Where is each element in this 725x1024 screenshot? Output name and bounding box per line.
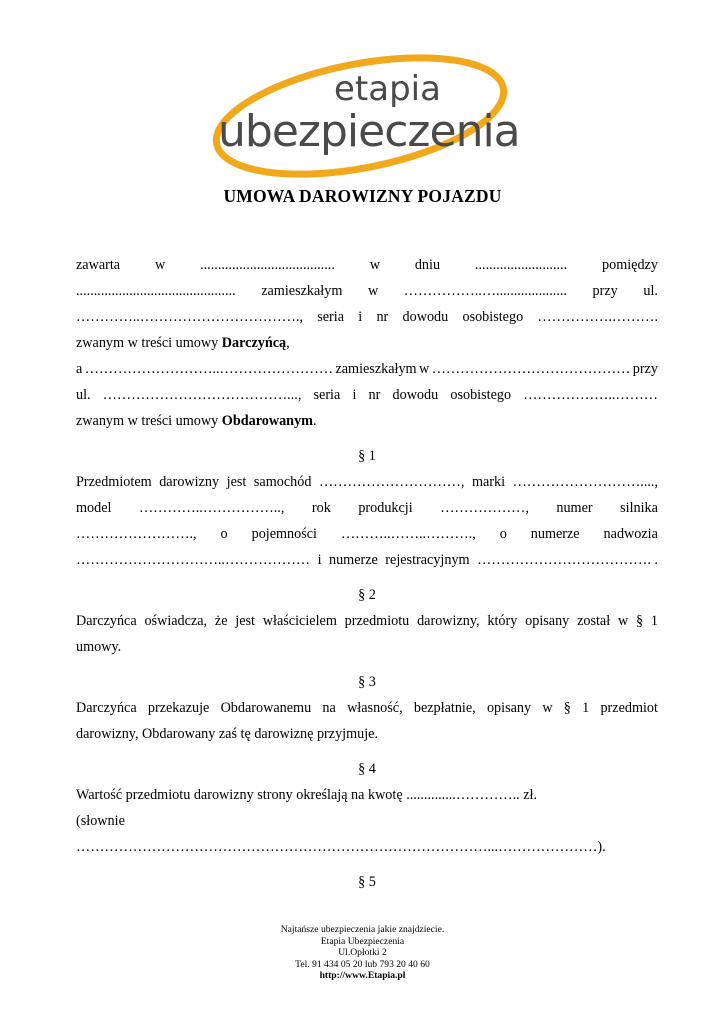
section-4-line-2: (słownie [76, 813, 125, 829]
word: w [367, 283, 379, 299]
word: nr [376, 309, 389, 325]
word: produkcji [358, 500, 413, 516]
section-1-line-4 [76, 547, 658, 573]
word: który [487, 613, 518, 629]
word: 1 [582, 700, 590, 716]
footer-phone: Tel. 91 434 05 20 lub 793 20 40 60 [295, 958, 430, 970]
word: osobistego [450, 387, 512, 403]
word: w [154, 257, 166, 273]
word: dowodu [402, 309, 449, 325]
section-1-line-2 [76, 495, 658, 521]
word: 1 [650, 613, 658, 629]
document-body [76, 252, 658, 895]
word: dniu [414, 257, 441, 273]
word: numerze [530, 526, 580, 542]
word: przedmiotu [344, 613, 410, 629]
word: zamieszkałym [261, 283, 343, 299]
word: przekazuje [147, 700, 210, 716]
section-2-heading: § 2 [358, 587, 376, 603]
word: rejestracyjnym [385, 552, 470, 568]
parties-line-2 [76, 278, 658, 304]
word: ………………………………. . [477, 552, 658, 568]
word: w [542, 700, 553, 716]
word: zawarta [76, 257, 121, 273]
word: ………………, [440, 500, 529, 516]
word: i [358, 309, 363, 325]
word: ……………..….................... [403, 283, 567, 299]
parties-line-6 [76, 382, 658, 408]
word: opisany [486, 700, 532, 716]
word: rok [311, 500, 331, 516]
word: numerze [328, 552, 378, 568]
word: § [563, 700, 571, 716]
word: Darczyńca [76, 700, 137, 716]
recipient-term: Obdarowanym [221, 413, 313, 429]
word: …………..……………………………., [76, 309, 303, 325]
parties-line-7: zwanym w treści umowy Obdarowanym. [76, 413, 317, 429]
section-1-line-3 [76, 521, 658, 547]
word: przedmiot [600, 700, 658, 716]
section-1-heading: § 1 [358, 448, 376, 464]
word: ………………………...., [512, 474, 658, 490]
section-1-line-1 [76, 469, 658, 495]
word: ul. [76, 387, 91, 403]
word: dowodu [392, 387, 439, 403]
word: ………………..……… [523, 387, 658, 403]
word: pojemności [251, 526, 318, 542]
logo-top-text: etapia [334, 69, 441, 109]
word: ………………………..…………………… [84, 361, 334, 377]
word: Obdarowanemu [220, 700, 312, 716]
word: osobistego [462, 309, 524, 325]
parties-line-5 [76, 356, 658, 382]
word: marki [471, 474, 506, 490]
word: jest [226, 474, 247, 490]
section-4-heading: § 4 [358, 761, 376, 777]
word: Darczyńca [76, 613, 137, 629]
recipient-label: zwanym w treści umowy [76, 413, 222, 429]
section-2-line-2: umowy. [76, 639, 122, 655]
donor-label: zwanym w treści umowy [76, 335, 222, 351]
parties-line-1 [76, 252, 658, 278]
footer-company: Etapia Ubezpieczenia [320, 935, 405, 947]
word: …………………………………..., [102, 387, 302, 403]
footer-slogan: Najtańsze ubezpieczenia jakie znajdziecie. [280, 924, 445, 935]
section-5-heading: § 5 [358, 874, 376, 890]
word: ............................................. [76, 283, 236, 299]
word: ...................................... [200, 257, 335, 273]
etapia-logo [210, 38, 530, 188]
word: seria [313, 387, 341, 403]
section-4-line-1: Wartość przedmiotu darowizny strony określają na kwotę ..............………….. zł. [76, 787, 538, 803]
word: numer [556, 500, 593, 516]
word: model [76, 500, 112, 516]
parties-line-3 [76, 304, 658, 330]
word: jest [235, 613, 255, 629]
logo-bottom-text: ubezpieczenia [218, 106, 520, 157]
word: samochód [253, 474, 312, 490]
word: silnika [620, 500, 658, 516]
word: właścicielem [262, 613, 337, 629]
word: w [369, 257, 380, 273]
word: o [220, 526, 228, 542]
word: …………….………. [537, 309, 658, 325]
word: Przedmiotem [76, 474, 152, 490]
word: i [317, 552, 322, 568]
word: że [214, 613, 228, 629]
word: zamieszkałym [335, 361, 417, 377]
word: na [322, 700, 336, 716]
word: opisany [525, 613, 570, 629]
footer-website-link[interactable]: http://www.Etapia.pl [319, 970, 406, 981]
word: przy [592, 283, 618, 299]
word: i [352, 387, 357, 403]
section-2-line-1 [76, 608, 658, 634]
word: bezpłatnie, [413, 700, 476, 716]
word: pomiędzy [602, 257, 658, 273]
word: nr [368, 387, 381, 403]
word: ………..……..………., [340, 526, 476, 542]
document-title: UMOWA DAROWIZNY POJAZDU [223, 186, 502, 206]
donor-term: Darczyńcą [221, 335, 287, 351]
word: …………………………………… [431, 361, 631, 377]
word: …………………………..……………… [76, 552, 311, 568]
word: nadwozia [603, 526, 658, 542]
parties-line-4: zwanym w treści umowy Darczyńcą, [76, 335, 290, 351]
word: § [636, 613, 644, 629]
word: …………..…………….., [138, 500, 285, 516]
word: przy [632, 361, 658, 377]
word: ul. [643, 283, 658, 299]
footer-address: Ul.Opłotki 2 [338, 947, 387, 958]
word: został [577, 613, 611, 629]
word: seria [317, 309, 345, 325]
word: własność, [347, 700, 403, 716]
footer [0, 924, 725, 982]
word: o [499, 526, 507, 542]
word: …………………………, [318, 474, 465, 490]
word: .......................... [474, 257, 568, 273]
section-4-line-3: ……………………………………………………………………………...…………………). [76, 839, 606, 855]
word: w [617, 613, 629, 629]
word: oświadcza, [144, 613, 208, 629]
word: darowizny, [417, 613, 480, 629]
word: a [76, 361, 83, 377]
word: ……………………., [76, 526, 197, 542]
word: w [419, 361, 430, 377]
word: darowizny [159, 474, 220, 490]
section-3-line-2: darowizny, Obdarowany zaś tę darowiznę przyjmuje. [76, 726, 379, 742]
section-3-heading: § 3 [358, 674, 376, 690]
section-3-line-1 [76, 695, 658, 721]
